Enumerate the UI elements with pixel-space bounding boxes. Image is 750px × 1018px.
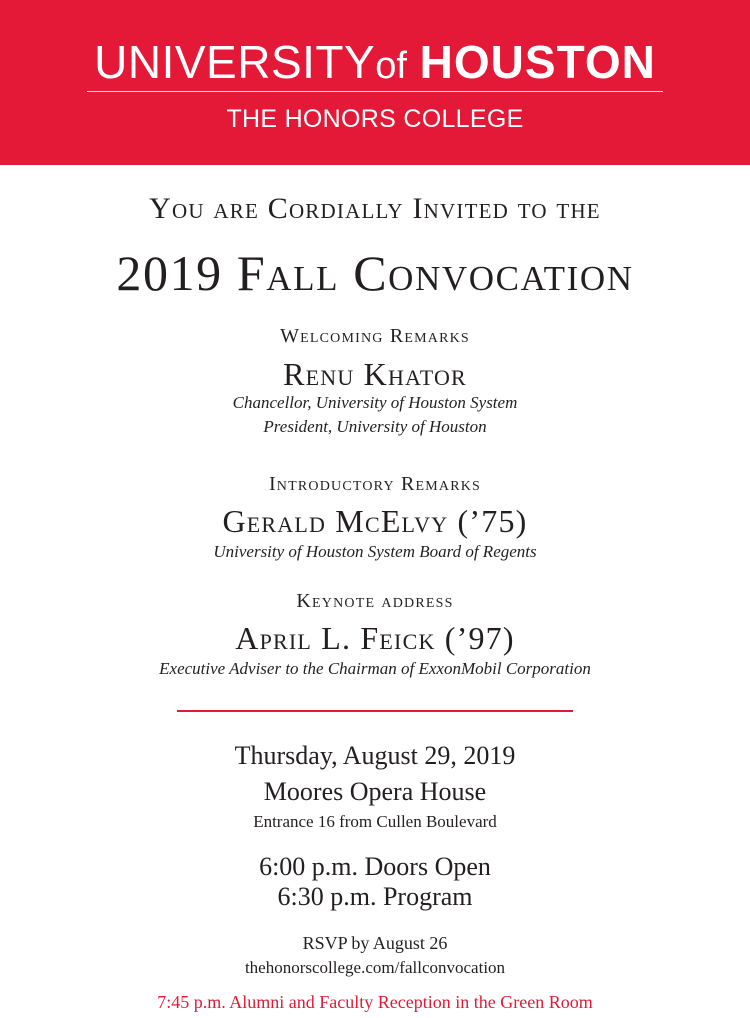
logo-university-text: UNIVERSITY — [94, 36, 376, 88]
reception-note: 7:45 p.m. Alumni and Faculty Reception in the Green Room — [157, 992, 593, 1012]
rsvp-deadline: RSVP by August 26 — [302, 933, 448, 953]
keynote-speaker-name: April L. Feick (’97) — [235, 620, 515, 656]
introductory-remarks-label: Introductory Remarks — [268, 473, 482, 495]
event-title: 2019 Fall Convocation — [116, 245, 634, 301]
welcoming-speaker-title: Chancellor, University of Houston System — [232, 393, 518, 412]
event-venue: Moores Opera House — [263, 777, 487, 806]
header-banner — [0, 0, 750, 165]
program-time: 6:30 p.m. Program — [277, 882, 473, 911]
venue-entrance: Entrance 16 from Cullen Boulevard — [253, 812, 497, 831]
section-divider — [177, 710, 573, 712]
header-divider — [87, 91, 663, 92]
logo-of-text: of — [375, 45, 407, 87]
university-logo — [0, 36, 750, 92]
welcoming-speaker-title: President, University of Houston — [263, 417, 487, 436]
invitation-intro: You are Cordially Invited to the — [149, 192, 601, 225]
logo-houston-text: HOUSTON — [419, 36, 656, 88]
event-date: Thursday, August 29, 2019 — [234, 741, 516, 770]
keynote-speaker-title: Executive Adviser to the Chairman of ExxonMobil Corporation — [159, 659, 591, 678]
introductory-speaker-name: Gerald McElvy (’75) — [222, 503, 528, 539]
introductory-speaker-title: University of Houston System Board of Regents — [213, 542, 537, 561]
keynote-address-label: Keynote address — [296, 590, 454, 612]
welcoming-speaker-name: Renu Khator — [283, 356, 467, 392]
welcoming-remarks-label: Welcoming Remarks — [280, 325, 470, 347]
doors-open-time: 6:00 p.m. Doors Open — [259, 852, 491, 881]
rsvp-url[interactable]: thehonorscollege.com/fallconvocation — [244, 958, 506, 977]
college-name: THE HONORS COLLEGE — [226, 105, 524, 133]
